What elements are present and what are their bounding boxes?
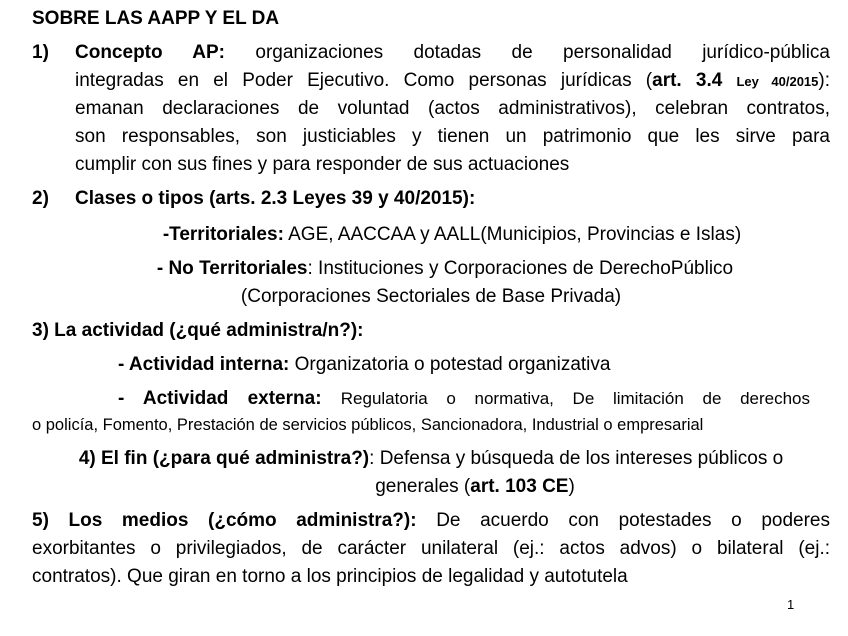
section-2-no-territoriales-2: (Corporaciones Sectoriales de Base Privada) [240,286,622,307]
section-4-line-2 [0,474,848,500]
section-4-text-2a: generales ( [375,476,471,497]
section-1-line-4: son responsables, son justiciables y tienen un patrimonio que les sirve para [75,126,830,147]
section-5-text-1: De acuerdo con potestades o poderes [436,510,830,531]
section-3-interna [118,352,610,378]
section-1-line-3: emanan declaraciones de voluntad (actos administrativos), celebran contratos, [75,98,830,119]
section-5-line-2: exorbitantes o privilegiados, de carácter unilateral (ej.: actos advos) o bilateral (ej.: [32,538,830,559]
section-5-line-3: contratos). Que giran en torno a los principios de legalidad y autotutela [32,566,628,587]
section-5-line-1 [32,508,830,534]
section-1-line-1 [75,40,830,66]
section-1-art-ref: art. 3.4 [652,70,723,91]
section-1-text-1: organizaciones dotadas de personalidad jurídico-pública [255,42,830,63]
section-3-heading [32,318,364,344]
section-4-text: : Defensa y búsqueda de los intereses públicos o [369,448,784,469]
section-1-text-2a: integradas en el Poder Ejecutivo. Como personas jurídicas ( [75,70,653,91]
section-2-heading [75,186,475,212]
section-1-text-2d: ): [818,70,831,91]
page-title: SOBRE LAS AAPP Y EL DA [32,8,280,29]
section-1-number: 1) [32,42,49,63]
page-number: 1 [787,597,795,612]
section-3-externa [118,386,810,412]
section-1-line-2 [75,68,830,95]
no-territoriales-text: : Instituciones y Corporaciones de DerechoPúblico [307,258,734,279]
actividad-interna-text: Organizatoria o potestad organizativa [289,354,611,375]
section-2-label: Clases o tipos (arts. 2.3 Leyes 39 y 40/2015): [75,188,476,209]
actividad-externa-label: - Actividad externa: [118,388,322,409]
actividad-externa-text: Regulatoria o normativa, De limitación de derechos [340,389,811,408]
section-1-law-ref: Ley 40/2015 [736,74,819,89]
no-territoriales-label: - No Territoriales [156,258,308,279]
section-1-label: Concepto AP: [75,42,225,63]
section-5-label: 5) Los medios (¿cómo administra?): [32,510,417,531]
section-2-territoriales [0,222,848,248]
territoriales-label: -Territoriales: [162,224,284,245]
section-4-text-2c: ) [568,476,575,497]
section-1-line-5: cumplir con sus fines y para responder de sus actuaciones [75,154,570,175]
section-2-no-territoriales [0,256,848,282]
section-4-label: 4) El fin (¿para qué administra?) [78,448,370,469]
section-3-externa-2: o policía, Fomento, Prestación de servicios públicos, Sancionadora, Industrial o empresarial [32,416,704,434]
territoriales-text: AGE, AACCAA y AALL(Municipios, Provincias e Islas) [283,224,742,245]
section-4-art-ref: art. 103 CE [470,476,569,497]
section-2-number: 2) [32,188,49,209]
section-4-line-1 [0,446,848,472]
actividad-interna-label: - Actividad interna: [118,354,290,375]
section-3-label: 3) La actividad (¿qué administra/n?): [32,320,364,341]
